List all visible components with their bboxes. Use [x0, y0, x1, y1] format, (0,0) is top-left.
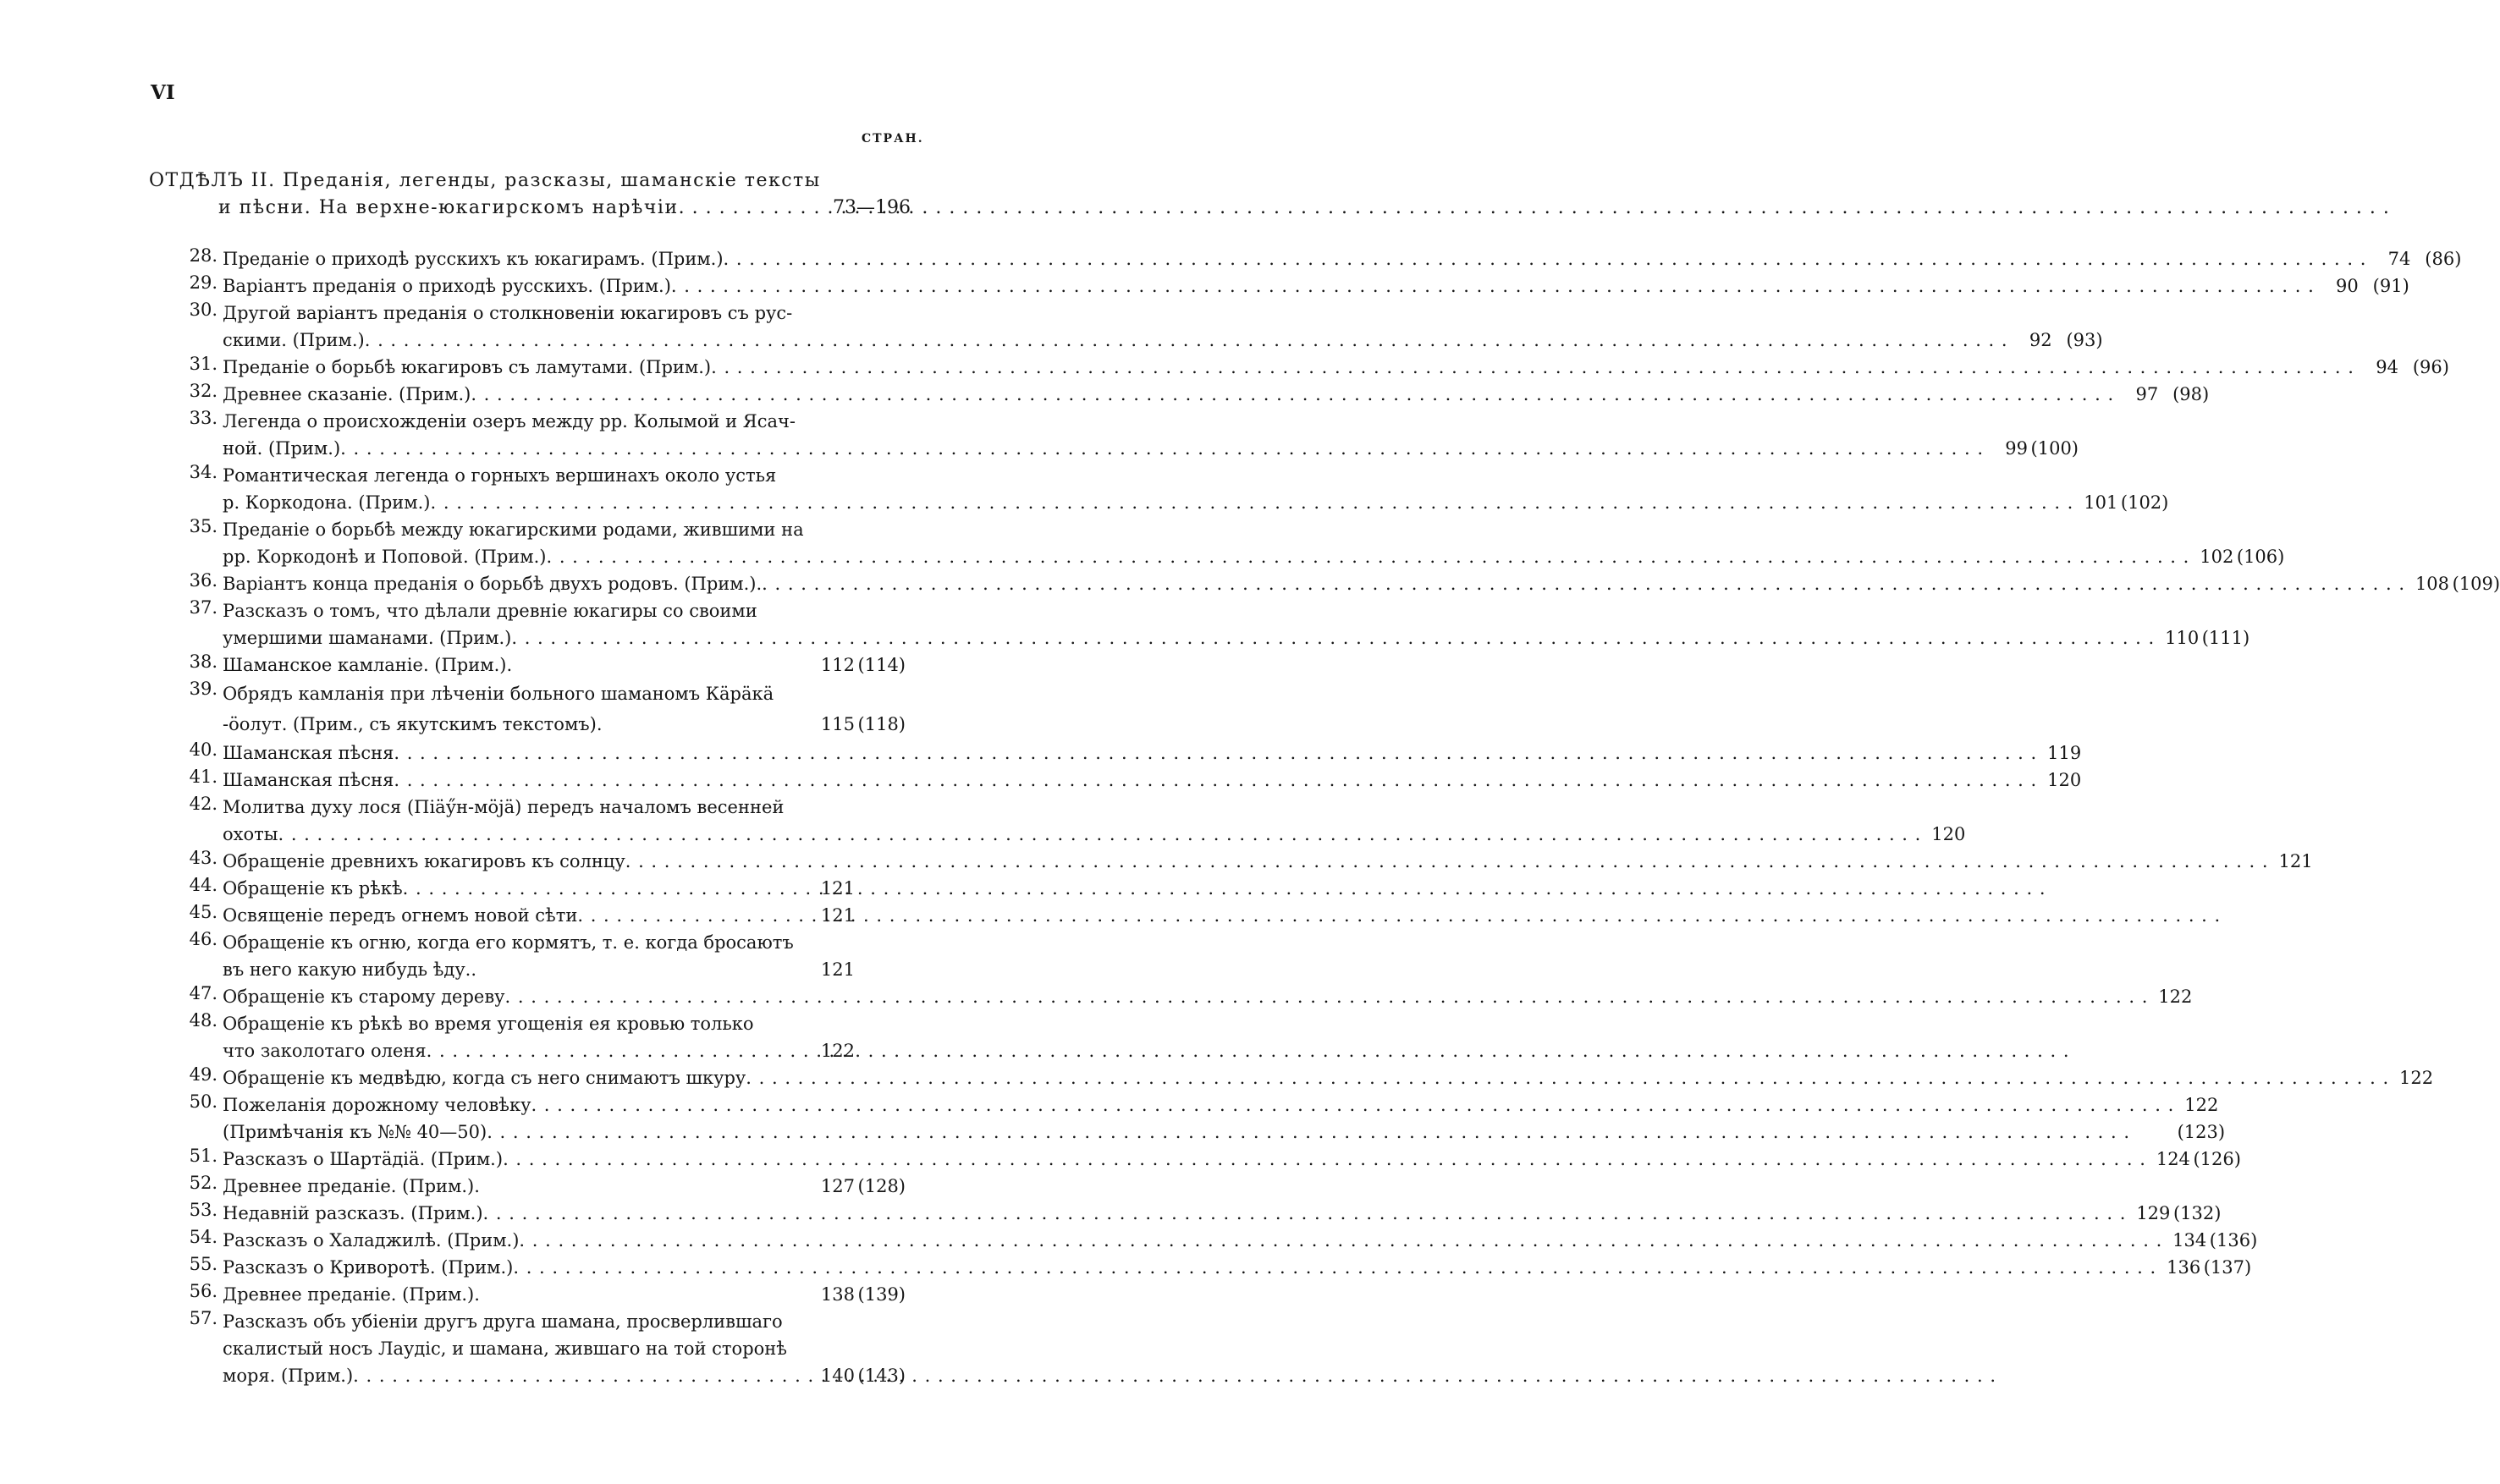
- entry-title: Преданіе о приходѣ русскихъ къ юкагирамъ. (Прим.): [223, 249, 724, 269]
- entry-number: 54.: [189, 1227, 218, 1247]
- toc-entry: [178, 570, 2500, 597]
- leader-dots: [487, 1118, 2130, 1146]
- entry-title: ной. (Прим.): [223, 438, 341, 459]
- leader-dots: [724, 245, 2367, 272]
- table-of-contents: [178, 245, 2500, 1389]
- entry-page: 136: [2167, 1257, 2201, 1278]
- entry-page: 74: [2387, 249, 2411, 269]
- entry-content: [223, 408, 2079, 462]
- toc-entry: [178, 929, 906, 983]
- leader-dots: [403, 875, 479, 902]
- entry-number: 38.: [189, 651, 218, 672]
- entry-number: 44.: [189, 875, 218, 895]
- entry-note-page: (143): [857, 1366, 906, 1386]
- entry-title: Варіантъ преданія о приходѣ русскихъ. (Прим.): [223, 276, 671, 296]
- toc-entry: [178, 902, 906, 929]
- toc-entry: [178, 1254, 2252, 1281]
- section-heading: [149, 168, 911, 222]
- entry-number: 56.: [189, 1281, 218, 1301]
- entry-content: [223, 1254, 2251, 1281]
- entry-content: [223, 1118, 2225, 1146]
- toc-entry: [178, 408, 2079, 462]
- entry-title: Разсказъ о Халаджилѣ. (Прим.): [223, 1230, 520, 1250]
- entry-title-line: скалистый носъ Лаудіс, и шамана, жившаго на той сторонѣ: [223, 1338, 787, 1359]
- entry-title: Разсказъ о Шартӓдіӓ. (Прим.): [223, 1149, 504, 1169]
- entry-page: 119: [2047, 743, 2082, 763]
- entry-content: [223, 1200, 2221, 1227]
- entry-content: [223, 929, 906, 983]
- entry-content: [223, 1146, 2241, 1173]
- entry-content: [223, 597, 2249, 651]
- entry-note-page: (102): [2120, 492, 2169, 513]
- toc-entry: [178, 516, 2285, 570]
- entry-page: 121: [820, 878, 855, 899]
- entry-page: 134: [2172, 1230, 2207, 1250]
- leader-dots: [519, 1227, 2162, 1254]
- entry-page: 120: [2047, 770, 2082, 790]
- toc-entry: [178, 1173, 906, 1200]
- entry-content: [223, 983, 2243, 1010]
- leader-dots: [505, 983, 2149, 1010]
- section-page-range: 73—196: [833, 197, 911, 218]
- leader-dots: [471, 381, 2114, 408]
- entry-content: [223, 875, 906, 902]
- entry-note-page: (139): [857, 1284, 906, 1305]
- entry-number: 49.: [189, 1064, 218, 1085]
- toc-entry: [178, 767, 2082, 794]
- entry-note-page: (126): [2193, 1149, 2241, 1169]
- entry-page: 99: [2005, 438, 2028, 459]
- entry-note-page: (136): [2209, 1230, 2258, 1250]
- page-number: VI: [151, 81, 175, 104]
- entry-number: 31.: [189, 354, 218, 374]
- entry-title: Шаманская пѣсня: [223, 743, 394, 763]
- entry-title-line: Романтическая легенда о горныхъ вершинахъ около устья: [223, 465, 777, 486]
- entry-page: 97: [2135, 384, 2159, 404]
- entry-page: 92: [2029, 330, 2052, 350]
- entry-note-page: (98): [2172, 384, 2210, 404]
- entry-page: 122: [820, 1041, 855, 1061]
- entry-number: 53.: [189, 1200, 218, 1220]
- toc-entry: [178, 1281, 906, 1308]
- entry-note-page: (91): [2372, 276, 2409, 296]
- entry-note-page: (123): [2177, 1122, 2226, 1142]
- entry-page: 121: [820, 959, 855, 980]
- entry-title: Обращеніе къ старому дереву: [223, 987, 505, 1007]
- entry-content: [223, 1091, 2269, 1118]
- toc-entry: [178, 245, 2462, 272]
- entry-page: 90: [2336, 276, 2359, 296]
- entry-title: Разсказъ о Криворотѣ. (Прим.): [223, 1257, 514, 1278]
- entry-page: 121: [820, 905, 855, 926]
- entry-title: -ӧолут. (Прим., съ якутскимъ текстомъ).: [223, 714, 603, 734]
- entry-note-page: (128): [857, 1176, 906, 1196]
- entry-note-page: (106): [2236, 547, 2285, 567]
- page-column-header: СТРАН.: [862, 132, 924, 146]
- entry-content: [223, 902, 906, 929]
- entry-content: [223, 1308, 906, 1389]
- leader-dots: [513, 1254, 2156, 1281]
- entry-content: [223, 794, 2016, 848]
- entry-title-line: Обрядъ камланія при лѣченіи больного шаманомъ Кӓрӓкӓ: [223, 684, 774, 704]
- entry-title: Обращеніе къ медвѣдю, когда съ него снимаютъ шкуру: [223, 1068, 746, 1088]
- entry-number: 30.: [189, 300, 218, 320]
- entry-content: [223, 1064, 2484, 1091]
- toc-entry: [178, 651, 906, 679]
- entry-title: рр. Коркодонѣ и Поповой. (Прим.): [223, 547, 547, 567]
- toc-entry: [178, 462, 2169, 516]
- entry-title: Древнее преданіе. (Прим.).: [223, 1284, 480, 1305]
- entry-note-page: (86): [2425, 249, 2462, 269]
- leader-dots: [577, 902, 653, 929]
- entry-page: 138: [820, 1284, 855, 1305]
- entry-title: въ него какую нибудь ѣду..: [223, 959, 477, 980]
- leader-dots: [483, 1200, 2127, 1227]
- entry-title-line: Обращеніе къ рѣкѣ во время угощенія ея кровью только: [223, 1014, 754, 1034]
- entry-content: [223, 516, 2284, 570]
- leader-dots: [679, 195, 809, 222]
- entry-page: 124: [2156, 1149, 2190, 1169]
- leader-dots: [711, 354, 2354, 381]
- leader-dots: [340, 435, 1984, 462]
- entry-title: Освященіе передъ огнемъ новой сѣти: [223, 905, 578, 926]
- entry-page: 115: [820, 714, 855, 734]
- entry-note-page: (118): [857, 714, 906, 734]
- entry-page: 122: [2158, 987, 2193, 1007]
- entry-number: 36.: [189, 570, 218, 591]
- entry-title-line: Преданіе о борьбѣ между юкагирскими родами, жившими на: [223, 519, 804, 540]
- entry-title-line: Другой варіантъ преданія о столкновеніи юкагировъ съ рус-: [223, 303, 793, 323]
- entry-content: [223, 354, 2449, 381]
- toc-entry: [178, 1118, 2226, 1146]
- entry-title: скими. (Прим.): [223, 330, 365, 350]
- entry-note-page: (109): [2452, 574, 2500, 594]
- entry-note-page: (137): [2203, 1257, 2252, 1278]
- entry-number: [178, 1118, 223, 1146]
- entry-page: 121: [2278, 851, 2313, 871]
- entry-page: 101: [2084, 492, 2118, 513]
- toc-entry: [178, 1064, 2434, 1091]
- toc-entry: [178, 739, 2082, 767]
- leader-dots: [394, 767, 2037, 794]
- entry-title: (Примѣчанія къ №№ 40—50): [223, 1122, 487, 1142]
- entry-number: 33.: [189, 408, 218, 428]
- leader-dots: [278, 821, 1921, 848]
- toc-entry: [178, 875, 906, 902]
- entry-content: [223, 245, 2461, 272]
- toc-entry: [178, 1227, 2258, 1254]
- toc-entry: [178, 381, 2210, 408]
- entry-note-page: (96): [2412, 357, 2449, 377]
- toc-entry: [178, 1091, 2219, 1118]
- entry-title: умершими шаманами. (Прим.): [223, 628, 512, 648]
- toc-entry: [178, 272, 2409, 300]
- leader-dots: [671, 272, 2315, 300]
- entry-number: 45.: [189, 902, 218, 922]
- entry-number: 41.: [189, 767, 218, 787]
- entry-title: р. Коркодона. (Прим.): [223, 492, 431, 513]
- entry-number: 57.: [189, 1308, 218, 1328]
- toc-entry: [178, 597, 2250, 651]
- leader-dots: [546, 543, 2189, 570]
- entry-number: 43.: [189, 848, 218, 868]
- entry-title: охоты: [223, 824, 278, 844]
- toc-entry: [178, 1146, 2241, 1173]
- leader-dots: [762, 570, 2405, 597]
- entry-title-line: Обращеніе къ огню, когда его кормятъ, т. е. когда бросаютъ: [223, 932, 794, 953]
- toc-entry: [178, 1010, 906, 1064]
- entry-title: Пожеланія дорожному человѣку: [223, 1095, 531, 1115]
- entry-page: 102: [2200, 547, 2234, 567]
- leader-dots: [365, 327, 2008, 354]
- toc-entry: [178, 983, 2193, 1010]
- leader-dots: [531, 1091, 2174, 1118]
- entry-content: [223, 381, 2209, 408]
- entry-title: Недавній разсказъ. (Прим.): [223, 1203, 483, 1223]
- entry-note-page: (111): [2201, 628, 2250, 648]
- entry-number: 51.: [189, 1146, 218, 1166]
- entry-number: 48.: [189, 1010, 218, 1031]
- entry-page: 129: [2136, 1203, 2171, 1223]
- entry-number: 40.: [189, 739, 218, 760]
- entry-page: 94: [2376, 357, 2398, 377]
- entry-content: [223, 300, 2103, 354]
- leader-dots: [746, 1064, 2389, 1091]
- entry-title: Шаманская пѣсня: [223, 770, 394, 790]
- entry-title: Древнее сказаніе. (Прим.): [223, 384, 471, 404]
- entry-note-page: (132): [2172, 1203, 2222, 1223]
- leader-dots: [625, 848, 2269, 875]
- entry-title-line: Разсказъ о томъ, что дѣлали древніе юкагиры со своими: [223, 601, 757, 621]
- entry-content: [223, 1281, 906, 1308]
- leader-dots: [431, 489, 2074, 516]
- entry-content: [223, 1173, 906, 1200]
- entry-number: 28.: [189, 245, 218, 266]
- entry-title: Обращеніе древнихъ юкагировъ къ солнцу: [223, 851, 625, 871]
- entry-note-page: (100): [2030, 438, 2079, 459]
- entry-number: 34.: [189, 462, 218, 482]
- entry-note-page: (114): [857, 655, 906, 675]
- entry-content: [223, 462, 2168, 516]
- toc-entry: [178, 679, 906, 739]
- entry-page: 108: [2415, 574, 2450, 594]
- entry-content: [223, 570, 2500, 597]
- entry-note-page: (93): [2066, 330, 2103, 350]
- toc-entry: [178, 1200, 2222, 1227]
- entry-title: Преданіе о борьбѣ юкагировъ съ ламутами. (Прим.): [223, 357, 712, 377]
- section-title-line1: ОТДѢЛЪ II. Преданія, легенды, разсказы, шаманскіе тексты: [149, 170, 821, 191]
- entry-number: 35.: [189, 516, 218, 536]
- entry-number: 55.: [189, 1254, 218, 1274]
- entry-title-line: Легенда о происхожденіи озеръ между рр. Колымой и Ясач-: [223, 411, 796, 431]
- entry-page: 120: [1931, 824, 1966, 844]
- entry-number: 46.: [189, 929, 218, 949]
- entry-number: 42.: [189, 794, 218, 814]
- entry-number: 29.: [189, 272, 218, 293]
- entry-title-line: Разсказъ объ убіеніи другъ друга шамана, просверлившаго: [223, 1311, 783, 1332]
- toc-entry: [178, 848, 2313, 875]
- toc-entry: [178, 354, 2449, 381]
- entry-page: 112: [820, 655, 855, 675]
- entry-title: Шаманское камланіе. (Прим.).: [223, 655, 513, 675]
- entry-content: [223, 1010, 906, 1064]
- entry-title: Древнее преданіе. (Прим.).: [223, 1176, 480, 1196]
- entry-content: [223, 767, 2132, 794]
- toc-entry: [178, 300, 2103, 354]
- entry-content: [223, 1227, 2257, 1254]
- entry-content: [223, 848, 2364, 875]
- entry-content: [223, 651, 906, 679]
- entry-content: [223, 272, 2409, 300]
- entry-page: 127: [820, 1176, 855, 1196]
- entry-content: [223, 679, 906, 739]
- entry-number: 47.: [189, 983, 218, 1003]
- entry-title: моря. (Прим.): [223, 1366, 354, 1386]
- entry-number: 37.: [189, 597, 218, 618]
- entry-page: 110: [2165, 628, 2200, 648]
- entry-page: 122: [2184, 1095, 2219, 1115]
- leader-dots: [353, 1362, 429, 1389]
- section-title-line2: и пѣсни. На верхне-юкагирскомъ нарѣчіи: [218, 197, 679, 218]
- leader-dots: [503, 1146, 2146, 1173]
- toc-entry: [178, 794, 1966, 848]
- leader-dots: [511, 624, 2155, 651]
- entry-number: 50.: [189, 1091, 218, 1112]
- toc-entry: [178, 1308, 906, 1389]
- entry-title: Варіантъ конца преданія о борьбѣ двухъ родовъ. (Прим.).: [223, 574, 763, 594]
- entry-title: что заколотаго оленя: [223, 1041, 427, 1061]
- entry-number: 32.: [189, 381, 218, 401]
- entry-title-line: Молитва духу лося (Піӓӳн-мӧјӓ) передъ началомъ весенней: [223, 797, 785, 817]
- entry-number: 52.: [189, 1173, 218, 1193]
- leader-dots: [427, 1037, 503, 1064]
- entry-page: 140: [820, 1366, 855, 1386]
- entry-page: 122: [2399, 1068, 2434, 1088]
- entry-number: 39.: [189, 679, 218, 699]
- leader-dots: [394, 739, 2037, 767]
- entry-content: [223, 739, 2132, 767]
- entry-title: Обращеніе къ рѣкѣ: [223, 878, 403, 899]
